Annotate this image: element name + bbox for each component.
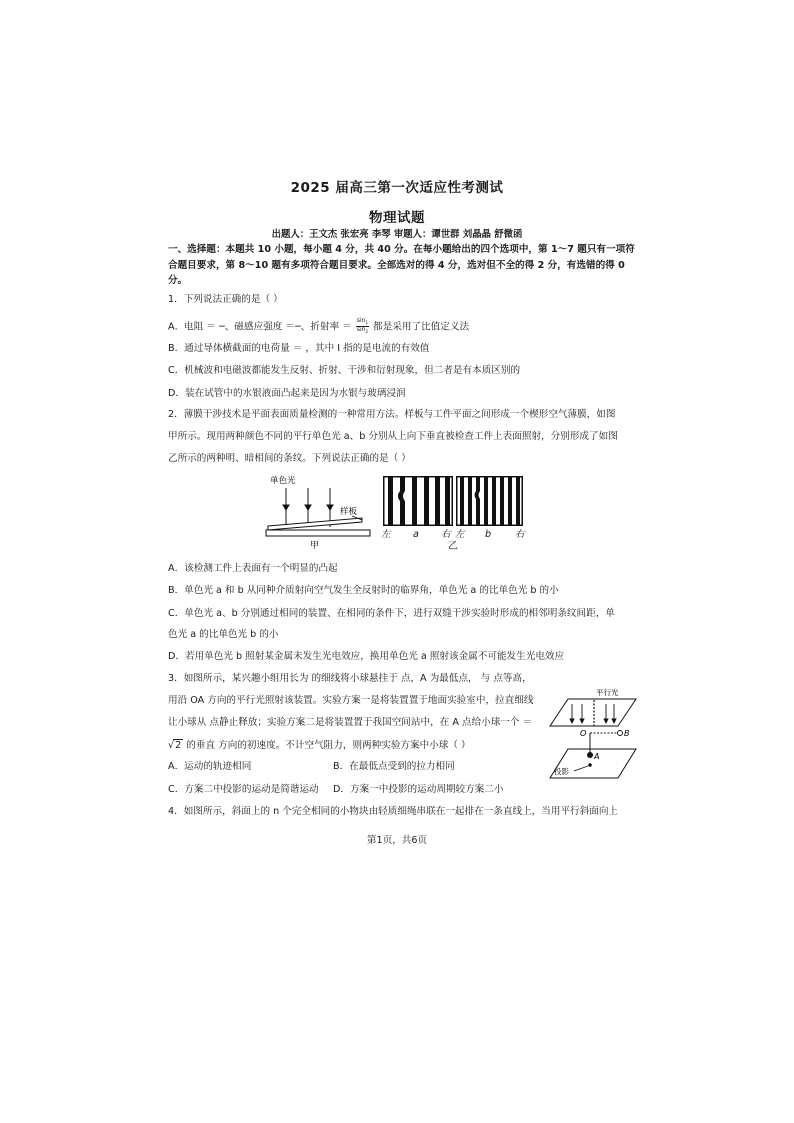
section1-line2: 合题目要求，第 8～10 题有多项符合题目要求。全部选对的得 4 分，选对但不全的得 2 分，有选错的得 0 [168,260,625,271]
fig-b-label: b [485,529,492,540]
plate-label: 样板 [340,507,358,517]
point-b-label: B [624,729,630,738]
q4-line1: 4．如图所示，斜面上的 n 个完全相同的小物块由轻质细绳串联在一起排在一条直线上，当用平行斜面向上 [168,806,619,817]
fringe-panel-b [456,476,523,526]
point-a-label: A [594,752,600,761]
page-footer: 第1页，共6页 [366,835,428,846]
light-label: 单色光 [270,476,296,486]
sqrt-symbol: √ [168,740,175,751]
fig-left-label-2: 左 [455,529,465,540]
ball [587,752,593,758]
figure-pendulum [548,686,640,782]
q2-option-c-line1: C．单色光 a、b 分别通过相同的装置、在相同的条件下，进行双缝干涉实验时形成的相邻明条纹间距，单 [168,608,615,619]
q2-line2: 甲所示。现用两种颜色不同的平行单色光 a、b 分别从上向下垂直被检查工件上表面照射，分别形成了如图 [168,431,618,442]
projection-label: 投影 [554,767,569,776]
q3-option-b: B．在最低点受到的拉力相同 [333,761,455,772]
q2-option-b: B．单色光 a 和 b 从同种介质射向空气发生全反射时的临界角，单色光 a 的比单色光 b 的小 [168,585,559,596]
exam-subtitle: 物理试题 [369,210,425,226]
q3-line1: 3．如图所示，某兴趣小组用长为 的细线将小球悬挂于 点，A 为最低点， 与 点等高， [168,673,532,684]
fringe-panel-a [383,476,453,526]
yi-label: 乙 [448,541,458,552]
section1-line1: 一、选择题：本题共 10 小题，每小题 4 分，共 40 分。在每小题给出的四个选项中，第 1～7 题只有一项符 [168,244,635,255]
q3-option-d: D．方案一中投影的运动周期较方案二小 [333,784,504,795]
q3-option-a: A．运动的轨迹相同 [168,761,252,772]
q1-option-d: D．装在试管中的水银液面凸起来是因为水银与玻璃浸润 [168,388,406,399]
jia-label: 甲 [310,541,320,551]
q2-option-d: D．若用单色光 b 照射某金属未发生光电效应，换用单色光 a 照射该金属不可能发生光电效应 [168,651,565,662]
q1-option-a-text: A．电阻 ＝ ─、磁感应强度 ＝─、折射率 ＝ [168,321,352,333]
q1-option-c: C．机械波和电磁波都能发生反射、折射、干涉和衍射现象，但二者是有本质区别的 [168,365,521,376]
q2-option-c-line2: 色光 a 的比单色光 b 的小 [168,629,279,640]
fig-a-label: a [413,529,419,540]
parallel-light-label: 平行光 [596,688,619,697]
q1-stem: 1．下列说法正确的是（ ） [168,294,283,305]
workpiece [266,530,370,536]
q2-line3: 乙所示的两种明、暗相间的条纹。下列说法正确的是（ ） [168,453,411,464]
q2-line1: 2．薄膜干涉技术是平面表面质量检测的一种常用方法。样板与工件平面之间形成一个楔形空气薄膜，如图 [168,409,616,420]
q3-line4 [168,739,471,752]
fig-right-label-2: 右 [515,529,525,540]
sample-plate [268,518,362,530]
section1-line3: 分。 [168,275,188,286]
exam-title: 2025 届高三第一次适应性考测试 [290,180,504,196]
authors-line: 出题人：王文杰 张宏亮 李琴 审题人：谭世群 刘晶晶 舒微函 [271,229,523,240]
point-o-label: O [580,729,587,738]
q1-option-a [168,318,469,335]
q1-option-b: B．通过导体横截面的电荷量 ＝ ，其中 I 指的是电流的有效值 [168,343,430,354]
sqrt-value: 2 [175,740,182,751]
figure-jia [262,472,378,552]
top-plane [550,699,636,726]
q2-option-a: A．该检测工件上表面有一个明显的凸起 [168,563,338,574]
q1-option-a-tail: 都是采用了比值定义法 [373,321,470,333]
q3-line2: 用沿 OA 方向的平行光照射该装置。实验方案一是将装置置于地面实验室中，拉直细线 [168,695,534,706]
parallel-light-arrows [570,704,616,723]
refraction-fraction: $\frac{\sin_1}{\sin_2}$ [356,317,369,335]
q3-line4-text: 的垂直 方向的初速度。不计空气阻力，则两种实验方案中小球（ ） [186,740,471,751]
q3-line3: 让小球从 点静止释放；实验方案二是将装置置于我国空间站中，在 A 点给小球一个 ＝ [168,717,533,728]
q3-option-c: C．方案二中投影的运动是简谐运动 [168,784,319,795]
fig-right-label-1: 右 [441,529,451,540]
fig-left-label-1: 左 [381,529,391,540]
